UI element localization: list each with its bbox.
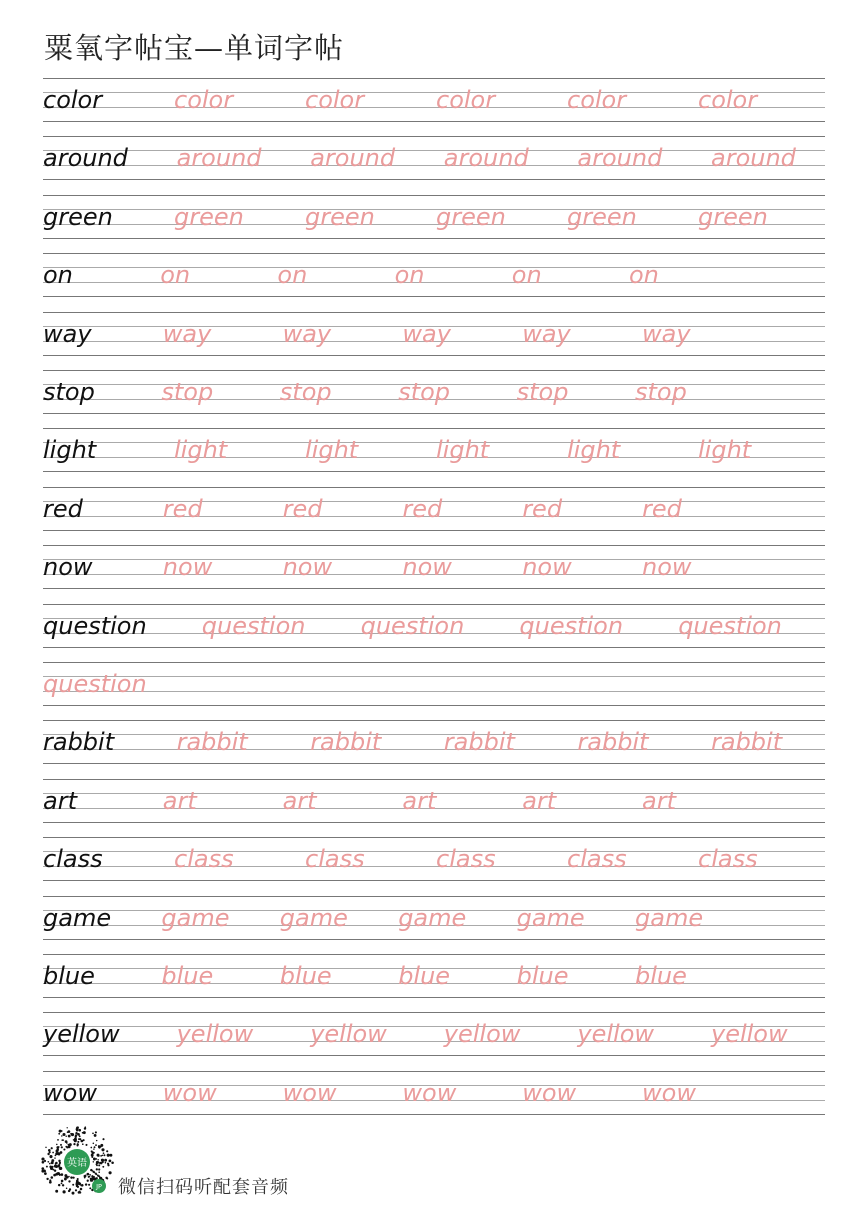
practice-row xyxy=(43,78,825,122)
model-word: color xyxy=(43,86,103,114)
model-word: art xyxy=(43,786,77,815)
trace-word: game xyxy=(279,903,348,932)
practice-row xyxy=(43,896,825,940)
guide-line xyxy=(43,705,825,706)
practice-row xyxy=(43,720,825,764)
trace-word: now xyxy=(162,553,213,582)
practice-row xyxy=(43,545,825,589)
trace-word: stop xyxy=(161,378,214,406)
guide-line xyxy=(43,312,825,313)
trace-word: game xyxy=(635,903,704,932)
trace-word: around xyxy=(711,144,796,173)
trace-word: class xyxy=(436,845,496,874)
model-word: wow xyxy=(43,1078,97,1107)
trace-word: rabbit xyxy=(310,728,382,757)
guide-line xyxy=(43,78,825,79)
model-word: red xyxy=(43,494,83,523)
guide-line xyxy=(43,1055,825,1056)
trace-word: green xyxy=(567,202,637,231)
model-word: blue xyxy=(43,962,95,990)
footer-caption: 微信扫码听配套音频 xyxy=(118,1177,289,1198)
trace-word: green xyxy=(436,202,506,231)
practice-row xyxy=(43,1071,825,1115)
trace-word: rabbit xyxy=(577,728,649,757)
practice-row xyxy=(43,312,825,356)
trace-word: game xyxy=(398,903,467,932)
model-word: way xyxy=(43,319,92,348)
model-word: on xyxy=(43,261,73,290)
trace-word: rabbit xyxy=(711,728,783,757)
trace-word: blue xyxy=(635,962,687,990)
trace-word: on xyxy=(511,261,542,290)
guide-line xyxy=(43,997,825,998)
trace-word: way xyxy=(282,319,332,348)
qr-badge-label: 英语 xyxy=(67,1158,87,1169)
guide-line xyxy=(43,136,825,137)
trace-word: way xyxy=(522,319,571,348)
trace-word: blue xyxy=(161,962,214,990)
qr-code-icon[interactable] xyxy=(40,1125,114,1199)
trace-word: question xyxy=(678,611,782,640)
trace-word: color xyxy=(567,86,627,114)
page-title: 粟氧字帖宝—单词字帖 xyxy=(44,31,345,65)
trace-word: red xyxy=(522,494,563,523)
trace-word: wow xyxy=(402,1078,457,1107)
guide-line xyxy=(43,763,825,764)
guide-line xyxy=(43,1012,825,1013)
practice-row xyxy=(43,1012,825,1056)
guide-line xyxy=(43,487,825,488)
trace-word: color xyxy=(305,86,365,114)
model-word: light xyxy=(43,436,97,465)
trace-word: red xyxy=(402,494,443,523)
guide-line xyxy=(43,896,825,897)
trace-word: game xyxy=(516,903,585,932)
trace-word: blue xyxy=(398,962,451,990)
trace-word: wow xyxy=(642,1078,696,1107)
trace-word: on xyxy=(277,261,308,290)
trace-word: color xyxy=(698,86,758,114)
trace-word: now xyxy=(282,553,333,582)
guide-line xyxy=(43,471,825,472)
trace-word: yellow xyxy=(176,1020,254,1049)
model-word: game xyxy=(43,903,112,932)
trace-word: rabbit xyxy=(443,728,515,757)
practice-row xyxy=(43,136,825,180)
guide-line xyxy=(43,179,825,180)
trace-word: red xyxy=(642,494,682,523)
guide-line xyxy=(43,121,825,122)
trace-word: art xyxy=(642,786,676,815)
guide-line xyxy=(43,749,825,750)
trace-word: way xyxy=(162,319,212,348)
trace-word: around xyxy=(310,144,396,173)
guide-line xyxy=(43,413,825,414)
guide-line xyxy=(43,428,825,429)
trace-word: now xyxy=(402,553,452,582)
trace-word: light xyxy=(698,436,752,465)
trace-word: on xyxy=(394,261,425,290)
trace-word: green xyxy=(174,202,244,231)
trace-word: question xyxy=(519,611,624,640)
guide-line xyxy=(43,1114,825,1115)
guide-line xyxy=(43,954,825,955)
trace-word: green xyxy=(698,202,768,231)
guide-line xyxy=(43,604,825,605)
practice-row xyxy=(43,779,825,823)
trace-word: light xyxy=(305,436,359,465)
trace-word: game xyxy=(161,903,230,932)
model-word: question xyxy=(43,611,147,640)
trace-word: yellow xyxy=(443,1020,521,1049)
model-word: around xyxy=(43,144,128,173)
trace-word: on xyxy=(629,261,659,290)
model-word: yellow xyxy=(43,1020,120,1049)
trace-word: stop xyxy=(279,378,332,406)
trace-word: stop xyxy=(635,378,687,406)
guide-line xyxy=(43,238,825,239)
trace-word: class xyxy=(567,845,627,874)
guide-line xyxy=(43,1071,825,1072)
trace-word: now xyxy=(642,553,692,582)
guide-line xyxy=(43,588,825,589)
guide-line xyxy=(43,1041,825,1042)
guide-line xyxy=(43,720,825,721)
trace-word: class xyxy=(698,845,758,874)
trace-word: color xyxy=(436,86,496,114)
trace-word: blue xyxy=(516,962,569,990)
guide-line xyxy=(43,939,825,940)
trace-word: around xyxy=(443,144,529,173)
trace-word: on xyxy=(160,261,191,290)
trace-word: light xyxy=(436,436,490,465)
guide-line xyxy=(43,676,825,677)
guide-line xyxy=(43,253,825,254)
practice-row xyxy=(43,837,825,881)
trace-word: art xyxy=(522,786,557,815)
guide-line xyxy=(43,691,825,692)
guide-line xyxy=(43,370,825,371)
guide-line xyxy=(43,662,825,663)
trace-word: blue xyxy=(279,962,332,990)
trace-word: way xyxy=(642,319,691,348)
trace-word: yellow xyxy=(577,1020,655,1049)
guide-line xyxy=(43,150,825,151)
trace-word: art xyxy=(282,786,317,815)
trace-word: art xyxy=(402,786,437,815)
trace-word: green xyxy=(305,202,375,231)
trace-word: red xyxy=(162,494,203,523)
guide-line xyxy=(43,647,825,648)
guide-line xyxy=(43,880,825,881)
guide-line xyxy=(43,165,825,166)
guide-line xyxy=(43,530,825,531)
guide-line xyxy=(43,837,825,838)
practice-row xyxy=(43,428,825,472)
practice-row xyxy=(43,195,825,239)
trace-word: wow xyxy=(522,1078,577,1107)
guide-line xyxy=(43,296,825,297)
trace-word: around xyxy=(577,144,663,173)
model-word: stop xyxy=(43,378,95,406)
model-word: rabbit xyxy=(43,728,115,757)
trace-word: wow xyxy=(162,1078,217,1107)
guide-line xyxy=(43,822,825,823)
trace-word: stop xyxy=(398,378,451,406)
guide-line xyxy=(43,355,825,356)
practice-row xyxy=(43,954,825,998)
qr-corner-label: JP xyxy=(96,1182,102,1191)
guide-line xyxy=(43,1026,825,1027)
trace-word: question xyxy=(360,611,465,640)
trace-word: yellow xyxy=(310,1020,387,1049)
guide-line xyxy=(43,545,825,546)
trace-word: around xyxy=(176,144,262,173)
trace-word: rabbit xyxy=(176,728,248,757)
trace-word: question xyxy=(43,670,147,698)
trace-word: question xyxy=(201,611,306,640)
trace-word: wow xyxy=(282,1078,337,1107)
trace-word: light xyxy=(567,436,621,465)
footer xyxy=(40,1125,440,1205)
trace-word: class xyxy=(305,845,365,874)
trace-word: now xyxy=(522,553,572,582)
practice-row xyxy=(43,662,825,706)
model-word: now xyxy=(43,553,93,582)
model-word: green xyxy=(43,202,113,231)
trace-word: stop xyxy=(516,378,569,406)
trace-word: color xyxy=(174,86,234,114)
guide-line xyxy=(43,779,825,780)
practice-row xyxy=(43,604,825,648)
trace-word: way xyxy=(402,319,451,348)
trace-word: class xyxy=(174,845,234,874)
practice-row xyxy=(43,370,825,414)
trace-word: red xyxy=(282,494,323,523)
practice-row xyxy=(43,487,825,531)
guide-line xyxy=(43,734,825,735)
trace-word: art xyxy=(162,786,197,815)
guide-line xyxy=(43,195,825,196)
trace-word: yellow xyxy=(711,1020,788,1049)
trace-word: light xyxy=(174,436,228,465)
model-word: class xyxy=(43,845,103,874)
practice-row xyxy=(43,253,825,297)
